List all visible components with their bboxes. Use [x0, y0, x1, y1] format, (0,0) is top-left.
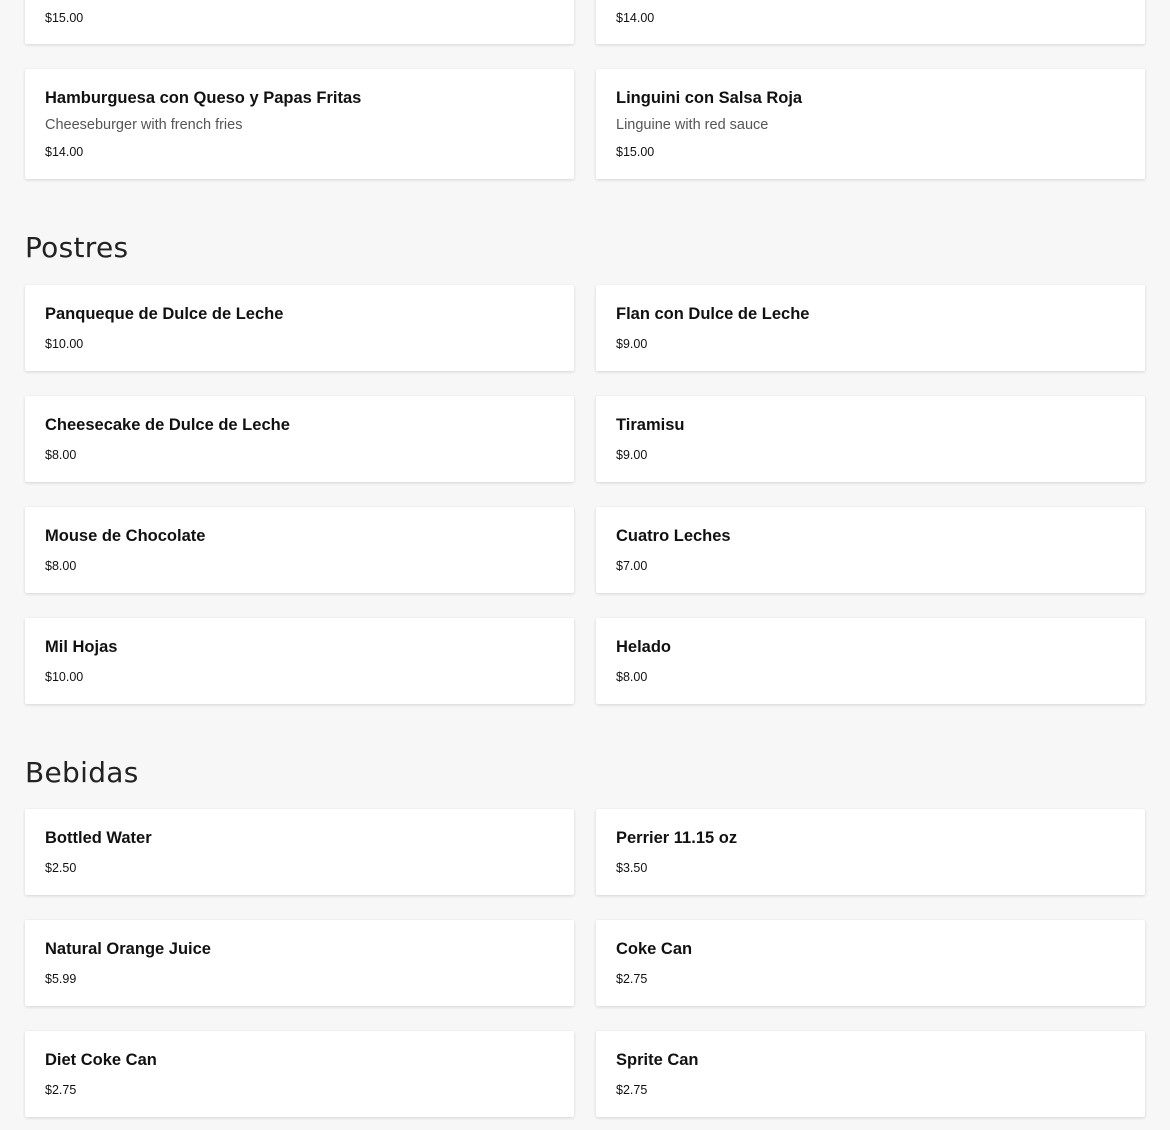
- menu-item-card[interactable]: [25, 69, 574, 179]
- item-price: $15.00: [616, 145, 655, 159]
- menu-item-card[interactable]: [25, 920, 574, 1006]
- item-price: $9.00: [616, 337, 648, 351]
- item-name: Coke Can: [616, 940, 693, 958]
- menu-item-card[interactable]: [25, 1031, 574, 1117]
- item-price: $14.00: [45, 145, 84, 159]
- item-name: Mouse de Chocolate: [45, 527, 206, 545]
- item-name: Flan con Dulce de Leche: [616, 305, 810, 323]
- item-price: $10.00: [45, 670, 84, 684]
- item-name: Linguini con Salsa Roja: [616, 89, 803, 107]
- item-price: $14.00: [616, 11, 655, 25]
- item-name: Diet Coke Can: [45, 1051, 157, 1069]
- item-description: Cheeseburger with french fries: [45, 117, 243, 133]
- item-price: $2.75: [45, 1083, 77, 1097]
- item-price: $9.00: [616, 448, 648, 462]
- item-name: Mil Hojas: [45, 638, 118, 656]
- item-price: $2.75: [616, 1083, 648, 1097]
- menu-item-card[interactable]: [596, 1031, 1145, 1117]
- item-price: $7.00: [616, 559, 648, 573]
- item-price: $2.75: [616, 972, 648, 986]
- item-name: Natural Orange Juice: [45, 940, 211, 958]
- item-description: Linguine with red sauce: [616, 117, 769, 133]
- menu-item-card[interactable]: [25, 507, 574, 593]
- menu-item-card[interactable]: [596, 920, 1145, 1006]
- item-price: $8.00: [45, 559, 77, 573]
- item-name: Cuatro Leches: [616, 527, 731, 545]
- item-name: Perrier 11.15 oz: [616, 829, 738, 847]
- menu-item-card[interactable]: [596, 507, 1145, 593]
- item-name: Helado: [616, 638, 672, 656]
- menu-item-card[interactable]: [596, 809, 1145, 895]
- item-name: Panqueque de Dulce de Leche: [45, 305, 284, 323]
- item-price: $8.00: [616, 670, 648, 684]
- item-name: Bottled Water: [45, 829, 152, 847]
- section-title-bebidas: Bebidas: [25, 756, 139, 789]
- menu-item-card[interactable]: [596, 69, 1145, 179]
- item-name: Tiramisu: [616, 416, 685, 434]
- menu-item-card[interactable]: [596, 285, 1145, 371]
- item-price: $5.99: [45, 972, 77, 986]
- item-name: Sprite Can: [616, 1051, 699, 1069]
- item-price: $10.00: [45, 337, 84, 351]
- item-price: $8.00: [45, 448, 77, 462]
- menu-item-card[interactable]: [25, 809, 574, 895]
- menu-item-card[interactable]: [25, 285, 574, 371]
- menu-item-card[interactable]: [596, 0, 1145, 44]
- menu-item-card[interactable]: [596, 618, 1145, 704]
- item-name: Hamburguesa con Queso y Papas Fritas: [45, 89, 362, 107]
- item-price: $2.50: [45, 861, 77, 875]
- item-name: Cheesecake de Dulce de Leche: [45, 416, 290, 434]
- menu-item-card[interactable]: [25, 618, 574, 704]
- menu-item-card[interactable]: [596, 396, 1145, 482]
- menu-item-card[interactable]: [25, 396, 574, 482]
- section-title-postres: Postres: [25, 231, 129, 264]
- item-price: $3.50: [616, 861, 648, 875]
- item-price: $15.00: [45, 11, 84, 25]
- menu-item-card[interactable]: [25, 0, 574, 44]
